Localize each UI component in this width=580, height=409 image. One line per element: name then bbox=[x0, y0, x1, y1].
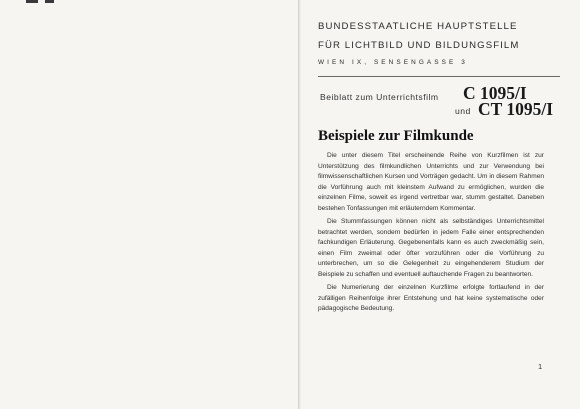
beiblatt-label: Beiblatt zum Unterrichtsfilm bbox=[320, 92, 439, 102]
beiblatt-connector: und bbox=[455, 106, 471, 116]
page-fold bbox=[298, 0, 301, 409]
publisher-line-1: BUNDESSTAATLICHE HAUPTSTELLE bbox=[318, 21, 518, 32]
paragraph: Die Numerierung der einzelnen Kurzfilme erfolgte fortlaufend in der zufälligen Reihenfolge ihrer Entstehung und hat keine systematische oder pädagogische Bedeutung. bbox=[318, 284, 544, 312]
paragraph: Die Stummfassungen können nicht als selbständiges Unterrichtsmittel betrachtet werden, sondern bedürfen in jedem Falle einer entsprechenden fachkundigen Erläuterung. Gegebenenfalls kann es auch zweckmäßig sein, einen Film zweimal oder öfter vorzuführen oder die Vorführung zu unterbrechen, um so die Gelegenheit zu eingehenderem Studium der Beispiele zu schaffen und eventuell auftauchende Fragen zu beantworten. bbox=[318, 218, 544, 278]
film-code-2: CT 1095/I bbox=[478, 99, 554, 119]
body-text bbox=[318, 151, 544, 318]
publisher-address: WIEN IX, SENSENGASSE 3 bbox=[318, 59, 468, 66]
paragraph: Die unter diesem Titel erscheinende Reihe von Kurzfilmen ist zur Unterstützung des filmkundlichen Unterrichts und zur Verwendung bei filmwissenschaftlichen Kursen und Vorträgen gedacht. Um in diesem Rahmen die Vorführung auch mit kleinstem Aufwand zu ermöglichen, wurden die einzelnen Filme, soweit es irgend vertretbar war, stumm gestaltet. Daneben bestehen Tonfassungen mit erläuterndem Kommentar. bbox=[318, 152, 544, 212]
page-number: 1 bbox=[538, 362, 543, 371]
header-rule bbox=[318, 76, 560, 77]
publisher-line-2: FÜR LICHTBILD UND BILDUNGSFILM bbox=[318, 40, 520, 51]
scan-edge-mark bbox=[45, 0, 54, 3]
document-title: Beispiele zur Filmkunde bbox=[318, 128, 474, 144]
scan-edge-mark bbox=[26, 0, 38, 3]
film-code-1: C 1095/I bbox=[463, 83, 527, 103]
